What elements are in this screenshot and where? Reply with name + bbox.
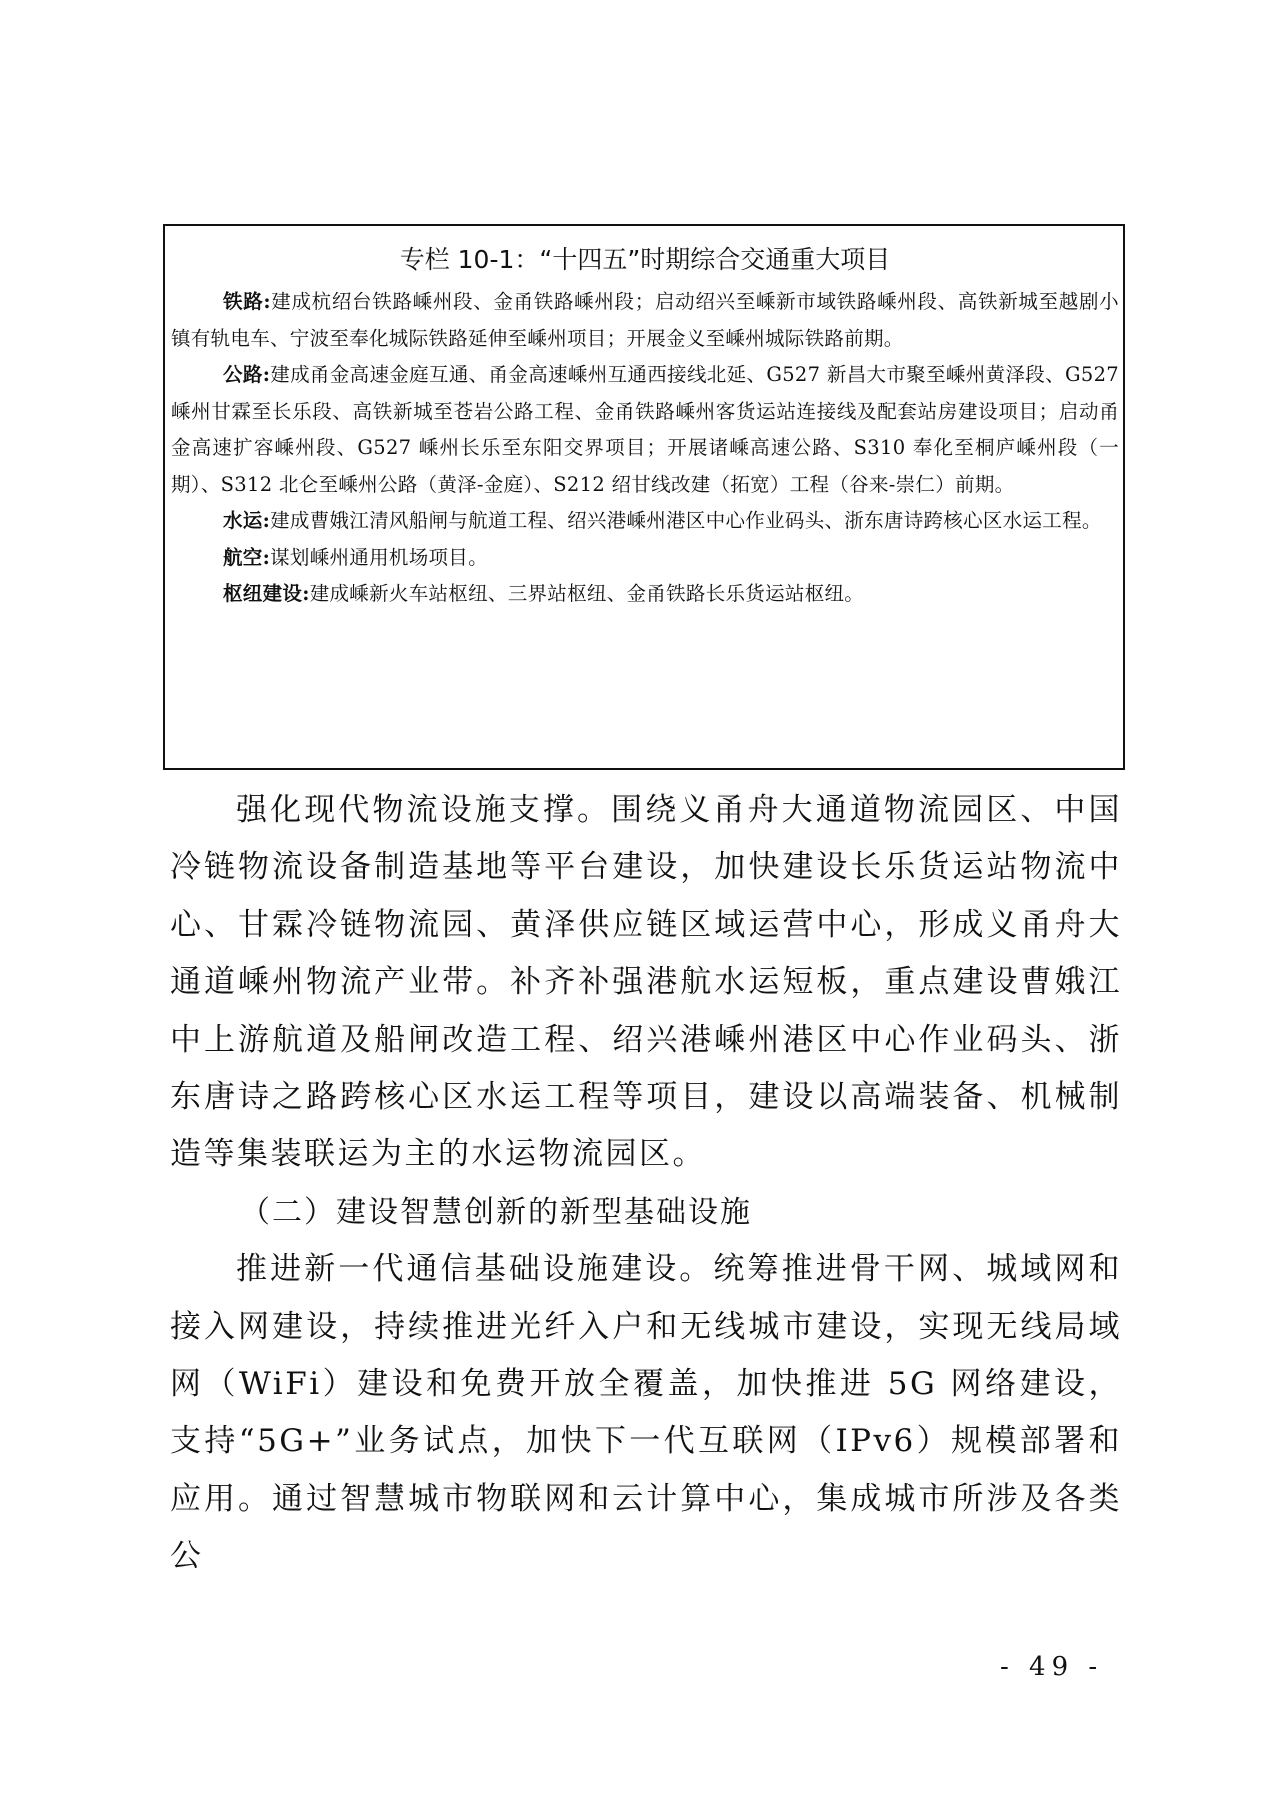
- item-label: 航空:: [223, 545, 271, 569]
- column-item-highway: [171, 357, 1119, 503]
- item-label: 铁路:: [223, 290, 271, 313]
- project-column-box: [163, 224, 1125, 770]
- column-item-railway: [171, 284, 1119, 357]
- section-heading: （二）建设智慧创新的新型基础设施: [240, 1194, 752, 1230]
- column-item-hub: [171, 576, 1119, 613]
- item-label: 公路:: [223, 363, 271, 386]
- paragraph-logistics: 强化现代物流设施支撑。围绕义甬舟大通道物流园区、中国冷链物流设备制造基地等平台建设，加快建设长乐货运站物流中心、甘霖冷链物流园、黄泽供应链区域运营中心，形成义甬舟大通道嵊州物流产业带。补齐补强港航水运短板，重点建设曹娥江中上游航道及船闸改造工程、绍兴港嵊州港区中心作业码头、浙东唐诗之路跨核心区水运工程等项目，建设以高端装备、机械制造等集装联运为主的水运物流园区。: [170, 792, 1122, 1173]
- item-label: 枢纽建设:: [223, 582, 310, 605]
- column-item-aviation: [171, 540, 1119, 577]
- item-label: 水运:: [223, 509, 271, 532]
- paragraph-communication: 推进新一代通信基础设施建设。统筹推进骨干网、城域网和接入网建设，持续推进光纤入户和无线城市建设，实现无线局域网（WiFi）建设和免费开放全覆盖，加快推进 5G 网络建设，支持“5G+”业务试点，加快下一代互联网（IPv6）规模部署和应用。通过智慧城市物联网和云计算中心，集成城市所涉及各类公: [170, 1251, 1122, 1575]
- item-text: 建成甬金高速金庭互通、甬金高速嵊州互通西接线北延、G527 新昌大市聚至嵊州黄泽段、G527 嵊州甘霖至长乐段、高铁新城至苍岩公路工程、金甬铁路嵊州客货运站连接线及配套站房建设项目；启动甬金高速扩容嵊州段、G527 嵊州长乐至东阳交界项目；开展诸嵊高速公路、S310 奉化至桐庐嵊州段（一期）、S312 北仑至嵊州公路（黄泽-金庭）、S212 绍甘线改建（拓宽）工程（谷来-崇仁）前期。: [171, 363, 1119, 496]
- column-item-waterway: [171, 503, 1119, 540]
- item-text: 谋划嵊州通用机场项目。: [270, 545, 488, 569]
- column-title: 专栏 10-1：“十四五”时期综合交通重大项目: [399, 245, 891, 274]
- item-text: 建成曹娥江清风船闸与航道工程、绍兴港嵊州港区中心作业码头、浙东唐诗跨核心区水运工程。: [270, 509, 1102, 532]
- item-text: 建成杭绍台铁路嵊州段、金甬铁路嵊州段；启动绍兴至嵊新市域铁路嵊州段、高铁新城至越剧小镇有轨电车、宁波至奉化城际铁路延伸至嵊州项目；开展金义至嵊州城际铁路前期。: [171, 290, 1119, 350]
- page-number: - 49 -: [1000, 1652, 1104, 1682]
- body-text: [170, 782, 1122, 1586]
- item-text: 建成嵊新火车站枢纽、三界站枢纽、金甬铁路长乐货运站枢纽。: [309, 582, 865, 605]
